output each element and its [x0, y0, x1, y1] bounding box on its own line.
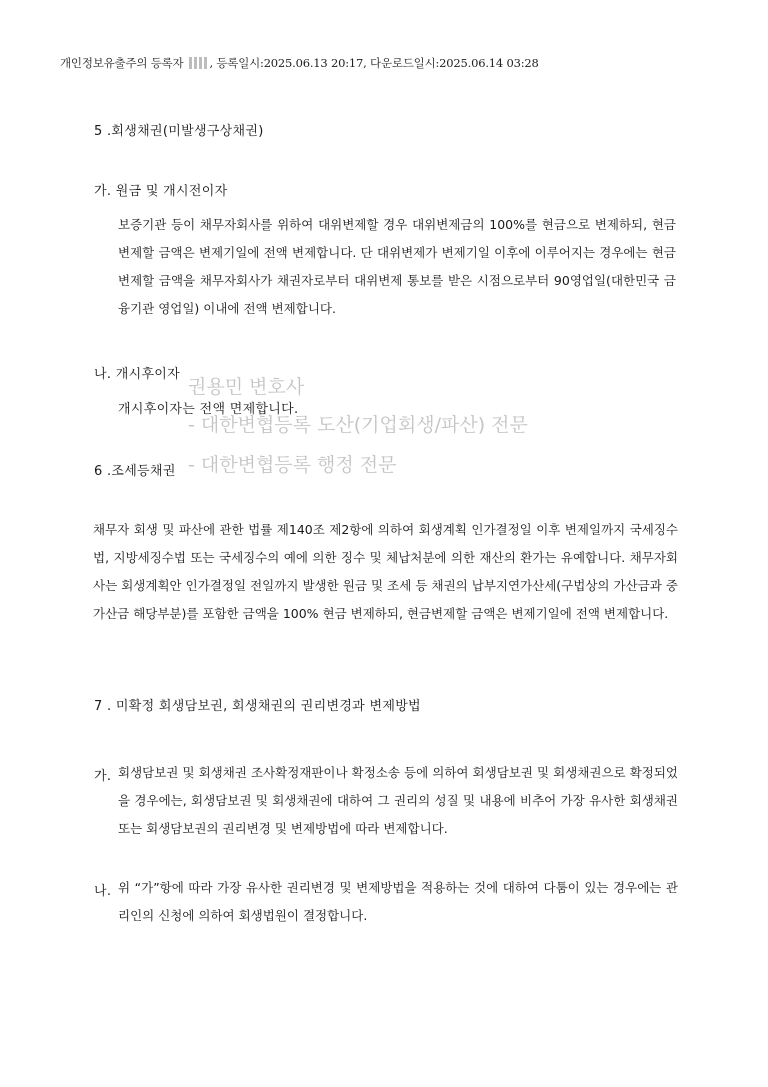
section-7-ga-marker: 가.: [94, 769, 112, 784]
section-5-ga-body: 보증기관 등이 채무자회사를 위하여 대위변제할 경우 대위변제금의 100%를 현금으로 변제하되, 현금변제할 금액은 변제기일에 전액 변제합니다. 단 대위변제가 변제기일 이후에 이루어지는 경우에는 현금변제할 금액을 채무자회사가 채권자로부터 대위변제 통보를 받은 시점으로부터 90영업일(대한민국 금융기관 영업일) 이내에 전액 변제합니다.: [118, 217, 676, 316]
section-5-ga-title: 가. 원금 및 개시전이자: [94, 184, 228, 199]
section-5-na-body: 개시후이자는 전액 면제합니다.: [118, 402, 299, 417]
section-7-ga-body: 회생담보권 및 회생채권 조사확정재판이나 확정소송 등에 의하여 회생담보권 및 회생채권으로 확정되었을 경우에는, 회생담보권 및 회생채권에 대하여 그 권리의 성질 및 내용에 비추어 가장 유사한 회생채권 또는 회생담보권의 권리변경 및 변제방법에 따라 변제합니다.: [118, 765, 678, 836]
section-7-na-marker: 나.: [94, 884, 112, 899]
section-6-title: 6 .조세등채권: [94, 464, 176, 479]
header-suffix: , 등록일시:2025.06.13 20:17, 다운로드일시:2025.06.14 03:28: [209, 56, 539, 70]
section-5-title: 5 .회생채권(미발생구상채권): [94, 124, 264, 139]
download-header: [60, 55, 539, 71]
section-7-na-body: 위 “가”항에 따라 가장 유사한 권리변경 및 변제방법을 적용하는 것에 대하여 다툼이 있는 경우에는 관리인의 신청에 의하여 회생법원이 결정합니다.: [118, 880, 678, 923]
section-6-body: 채무자 회생 및 파산에 관한 법률 제140조 제2항에 의하여 회생계획 인가결정일 이후 변제일까지 국세징수법, 지방세징수법 또는 국세징수의 예에 의한 징수 및 체납처분에 의한 재산의 환가는 유예합니다. 채무자회사는 회생계획안 인가결정일 전일까지 발생한 원금 및 조세 등 채권의 납부지연가산세(구법상의 가산금과 중가산금 해당부분)를 포함한 금액을 100% 현금 변제하되, 현금변제할 금액은 변제기일에 전액 변제합니다.: [93, 522, 678, 621]
header-prefix: 개인정보유출주의 등록자: [60, 56, 184, 70]
section-7-title: 7 . 미확정 회생담보권, 회생채권의 권리변경과 변제방법: [94, 699, 421, 714]
watermark-specialty-1: - 대한변협등록 도산(기업회생/파산) 전문: [188, 414, 528, 436]
watermark-name: 권용민 변호사: [188, 376, 305, 398]
watermark-specialty-2: - 대한변협등록 행정 전문: [188, 454, 397, 476]
redacted-registrant: [189, 57, 207, 69]
section-5-na-title: 나. 개시후이자: [94, 367, 181, 382]
